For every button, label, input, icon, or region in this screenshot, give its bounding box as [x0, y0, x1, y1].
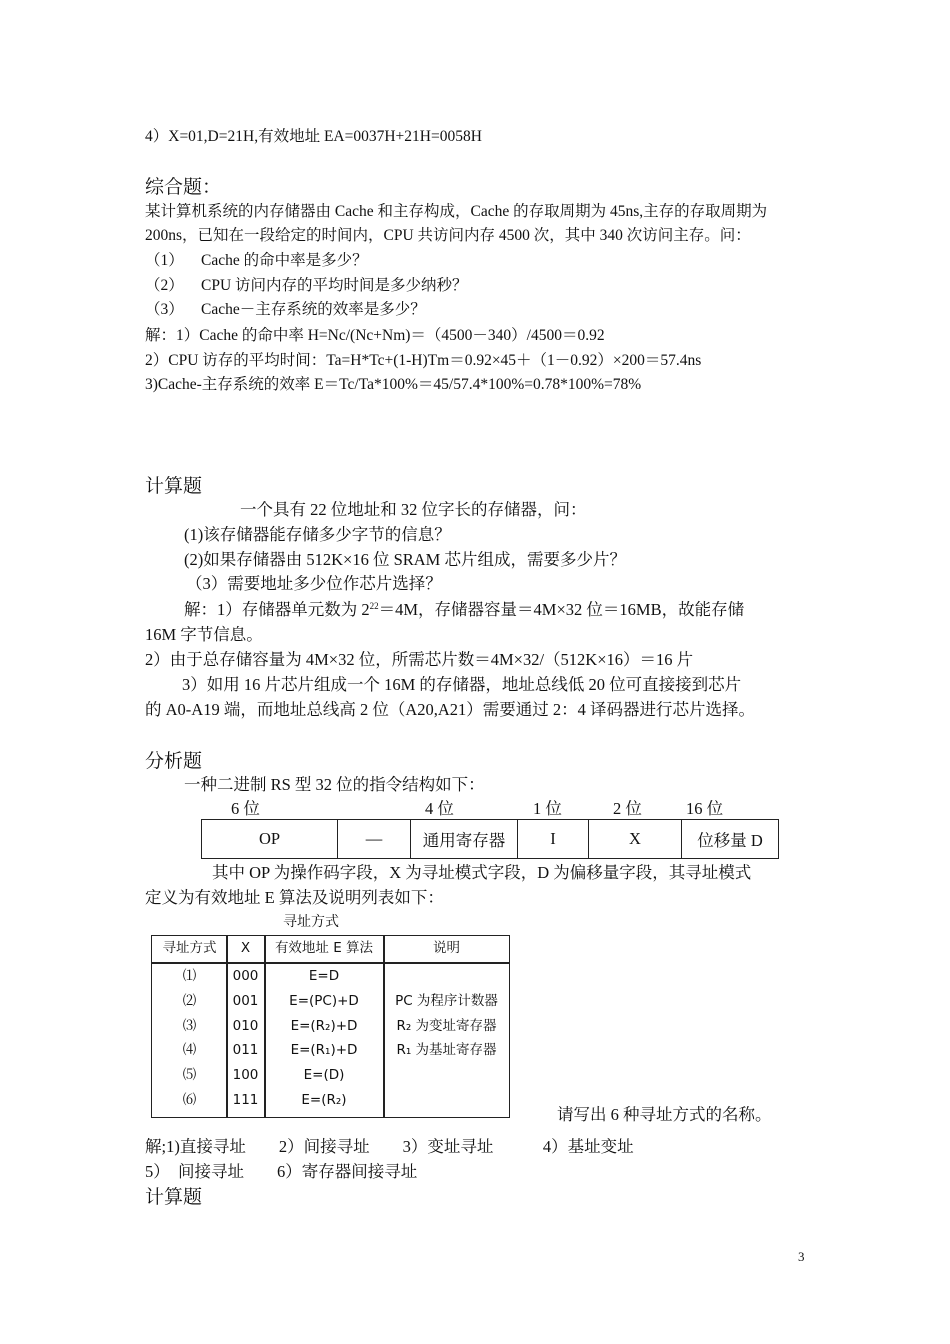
field-x: X	[589, 820, 682, 859]
bit-label: 4 位	[425, 799, 454, 818]
table-row: ⑵ 001 E=(PC)+D PC 为程序计数器	[182, 993, 498, 1009]
analysis-desc-line1: 其中 OP 为操作码字段，X 为寻址模式字段，D 为偏移量字段，其寻址模式	[212, 863, 752, 882]
calc-question-2: (2)如果存储器由 512K×16 位 SRAM 芯片组成，需要多少片？	[184, 550, 626, 569]
header-cell: 有效地址 E 算法	[274, 940, 374, 956]
table-row: ⑹ 111 E=(R₂)	[182, 1092, 347, 1108]
table-row: ⑷ 011 E=(R₁)+D R₁ 为基址寄存器	[182, 1042, 497, 1058]
table-row: ⑶ 010 E=(R₂)+D R₂ 为变址寄存器	[182, 1018, 497, 1034]
calc-question-3: （3）需要地址多少位作芯片选择？	[186, 574, 442, 593]
calc-question-1: (1)该存储器能存储多少字节的信息？	[184, 525, 451, 544]
analysis-heading: 分析题	[145, 750, 203, 772]
comprehensive-problem-line1: 某计算机系统的内存储器由 Cache 和主存构成，Cache 的存取周期为 45ns,主存的存取周期为	[145, 203, 768, 220]
question-3-text: Cache－主存系统的效率是多少？	[201, 301, 426, 318]
analysis-question: 请写出 6 种寻址方式的名称。	[557, 1105, 772, 1124]
question-2-number: （2）	[145, 277, 184, 294]
calc-answer-1: 解：1）存储器单元数为 $2^{22}=4M$，存储器容量＝4M×32 位＝16MB，故能存储	[184, 600, 745, 619]
bit-label: 1 位	[533, 799, 562, 818]
analysis-intro: 一种二进制 RS 型 32 位的指令结构如下：	[184, 775, 485, 794]
table-header-row	[152, 936, 509, 961]
table-row: ⑴ 000 E=D	[182, 968, 340, 984]
bit-label: 2 位	[613, 799, 642, 818]
answer-3: 3)Cache-主存系统的效率 E＝Tc/Ta*100%＝45/57.4*100%=0.78*100%=78%	[145, 376, 642, 393]
bit-label: 6 位	[231, 799, 260, 818]
calc-answer-1-cont: 16M 字节信息。	[145, 625, 263, 644]
question-1-text: Cache 的命中率是多少？	[201, 252, 368, 269]
exponent: 22	[369, 601, 379, 611]
header-cell: X	[240, 940, 251, 956]
field-unused: —	[338, 820, 411, 859]
answer-2: 2）CPU 访存的平均时间：Ta=H*Tc+(1-H)Tm＝0.92×45＋（1－0.92）×200＝57.4ns	[145, 352, 702, 369]
question-3-number: （3）	[145, 301, 184, 318]
calc-heading: 计算题	[145, 475, 203, 497]
comprehensive-heading: 综合题：	[145, 176, 222, 198]
field-i: I	[518, 820, 589, 859]
calc-intro: 一个具有 22 位地址和 32 位字长的存储器，问：	[240, 500, 587, 519]
header-cell: 说明	[433, 940, 460, 956]
comprehensive-problem-line2: 200ns，已知在一段给定的时间内，CPU 共访问内存 4500 次，其中 340 次访问主存。问：	[145, 227, 751, 244]
header-cell: 寻址方式	[162, 940, 217, 956]
field-register: 通用寄存器	[411, 820, 518, 859]
calc-answer-3-line2: 的 A0-A19 端，而地址总线高 2 位（A20,A21）需要通过 2：4 译码器进行芯片选择。	[145, 700, 756, 719]
calc-answer-2: 2）由于总存储容量为 4M×32 位，所需芯片数＝4M×32/（512K×16）＝16 片	[145, 650, 694, 669]
analysis-answer-line2: 5） 间接寻址 6）寄存器间接寻址	[145, 1162, 418, 1181]
calc2-heading: 计算题	[145, 1186, 203, 1208]
calc-answer-3-line1: 3）如用 16 片芯片组成一个 16M 的存储器，地址总线低 20 位可直接接到芯片	[182, 675, 742, 694]
page-number: 3	[798, 1249, 805, 1264]
instruction-format-table	[201, 819, 779, 859]
addressing-table-title: 寻址方式	[283, 914, 339, 930]
addressing-table	[151, 935, 510, 1118]
bit-label: 16 位	[686, 799, 724, 818]
field-op: OP	[202, 820, 338, 859]
field-displacement: 位移量 D	[682, 820, 779, 859]
question-1-number: （1）	[145, 252, 184, 269]
analysis-desc-line2: 定义为有效地址 E 算法及说明列表如下：	[145, 888, 444, 907]
analysis-answer-line1: 解;1)直接寻址 2）间接寻址 3）变址寻址 4）基址变址	[145, 1137, 634, 1156]
answer-1: 解：1）Cache 的命中率 H=Nc/(Nc+Nm)＝（4500－340）/4500＝0.92	[145, 327, 605, 344]
top-answer-line: 4）X=01,D=21H,有效地址 EA=0037H+21H=0058H	[145, 128, 482, 145]
question-2-text: CPU 访问内存的平均时间是多少纳秒？	[201, 277, 468, 294]
table-row: ⑸ 100 E=(D)	[182, 1067, 345, 1083]
